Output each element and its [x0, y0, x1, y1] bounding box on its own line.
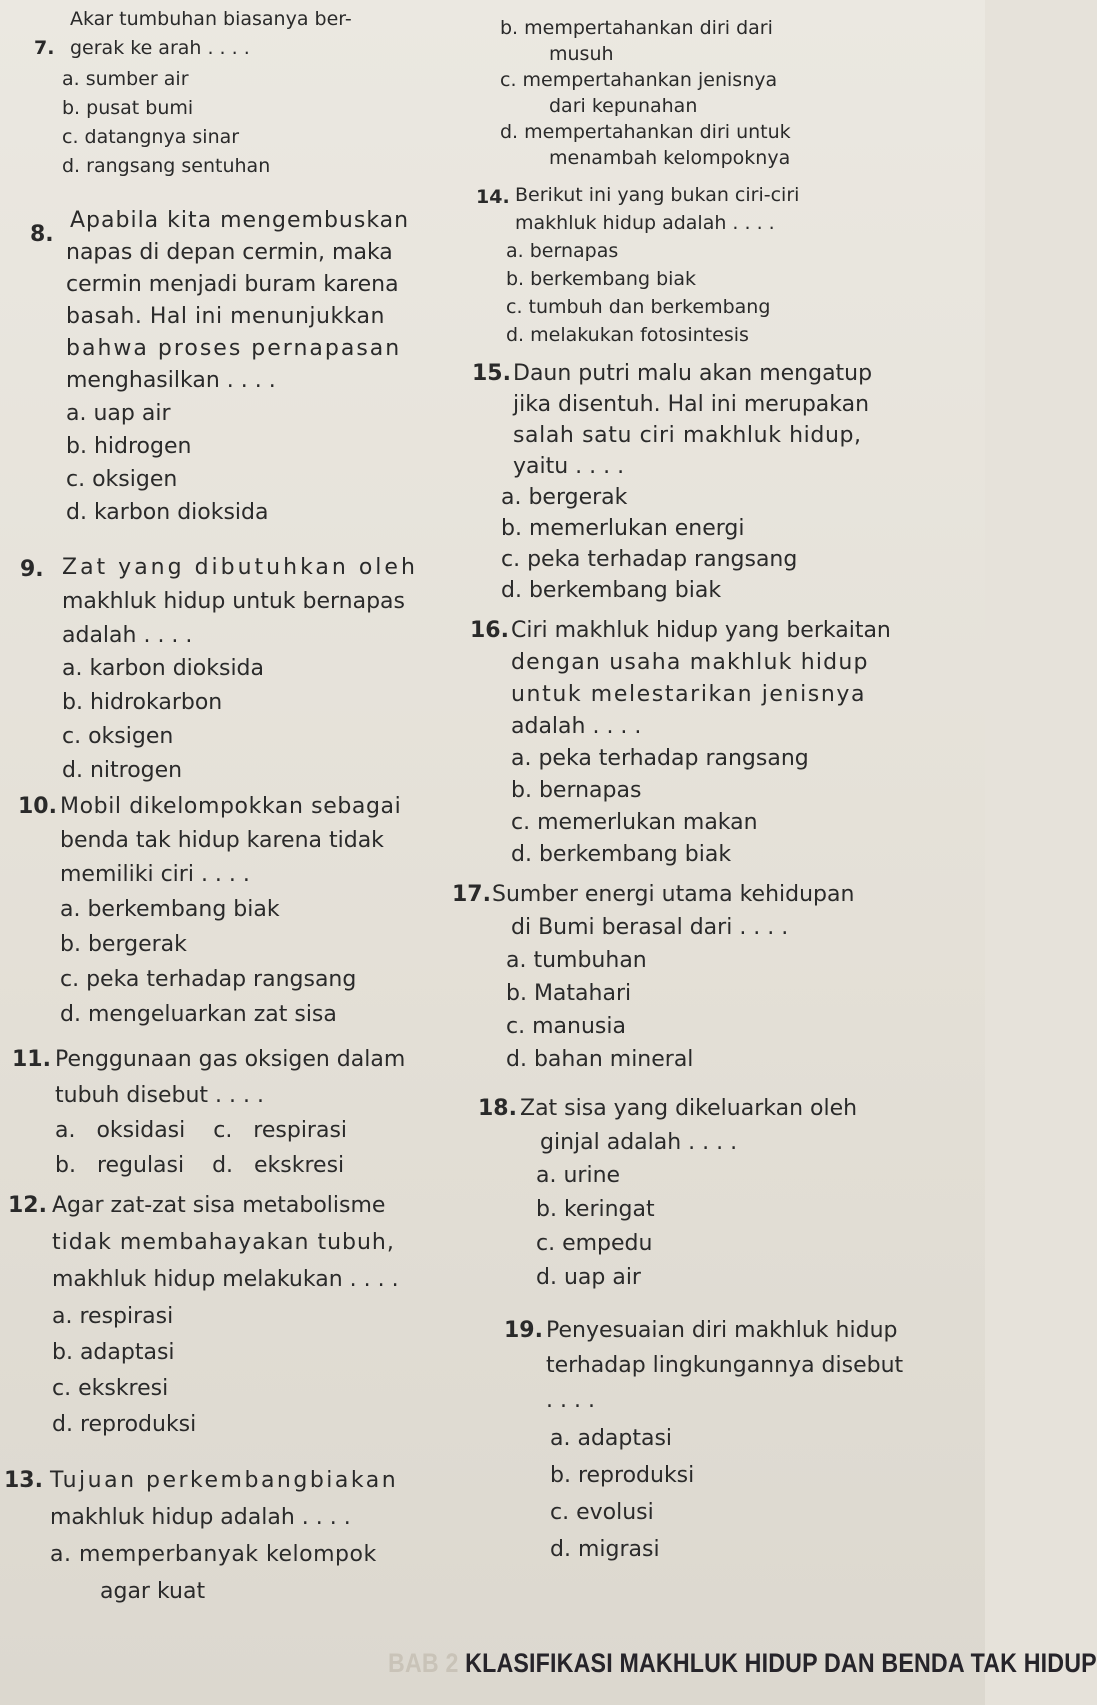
option-c[interactable]: c. evolusi: [550, 1500, 654, 1525]
option-b[interactable]: b. bernapas: [511, 778, 642, 803]
option-a[interactable]: a. memperbanyak kelompok: [50, 1542, 377, 1567]
question-number: 19.: [504, 1318, 543, 1343]
option-d[interactable]: d. uap air: [536, 1265, 641, 1290]
question-stem-line: makhluk hidup untuk bernapas: [62, 589, 405, 614]
question-stem-line: jika disentuh. Hal ini merupakan: [513, 392, 870, 417]
option-a[interactable]: a. berkembang biak: [60, 897, 280, 922]
question-stem-line: cermin menjadi buram karena: [66, 272, 399, 297]
option-a[interactable]: a. uap air: [66, 401, 171, 426]
option-d[interactable]: d. reproduksi: [52, 1412, 197, 1437]
option-d[interactable]: d. migrasi: [550, 1537, 660, 1562]
question-stem-line: di Bumi berasal dari . . . .: [511, 915, 789, 940]
option-a[interactable]: a. peka terhadap rangsang: [511, 746, 809, 771]
option-c[interactable]: c. ekskresi: [52, 1376, 169, 1401]
question-stem-line: basah. Hal ini menunjukkan: [66, 304, 385, 329]
question-number: 18.: [478, 1096, 517, 1121]
question-stem-line: menghasilkan . . . .: [66, 368, 276, 393]
option-a[interactable]: a. urine: [536, 1163, 621, 1188]
question-stem-line: bahwa proses pernapasan: [66, 336, 402, 361]
question-stem-line: benda tak hidup karena tidak: [60, 828, 384, 853]
option-b[interactable]: b. bergerak: [60, 932, 187, 957]
option-c[interactable]: c. tumbuh dan berkembang: [506, 296, 771, 318]
option-c[interactable]: c. peka terhadap rangsang: [60, 967, 357, 992]
question-stem-line: memiliki ciri . . . .: [60, 862, 250, 887]
question-stem-line: tidak membahayakan tubuh,: [52, 1230, 395, 1255]
question-number: 16.: [470, 618, 509, 643]
option-d[interactable]: d. mengeluarkan zat sisa: [60, 1002, 337, 1027]
question-number: 8.: [30, 222, 54, 247]
option-b[interactable]: b. adaptasi: [52, 1340, 175, 1365]
question-number: 9.: [20, 557, 44, 582]
option-d[interactable]: d. mempertahankan diri untuk: [500, 121, 791, 143]
option-a[interactable]: a. bergerak: [501, 485, 628, 510]
question-stem-line: ginjal adalah . . . .: [540, 1130, 738, 1155]
option-row-bd[interactable]: b. regulasi d. ekskresi: [55, 1153, 345, 1178]
option-b[interactable]: b. mempertahankan diri dari: [500, 17, 773, 39]
question-stem-line: Zat sisa yang dikeluarkan oleh: [520, 1096, 858, 1121]
question-stem-line: Agar zat-zat sisa metabolisme: [52, 1193, 386, 1218]
option-a[interactable]: a. bernapas: [506, 240, 619, 262]
option-d[interactable]: d. berkembang biak: [501, 578, 722, 603]
option-a[interactable]: a. karbon dioksida: [62, 656, 265, 681]
question-stem-line: salah satu ciri makhluk hidup,: [513, 423, 862, 448]
chapter-title: KLASIFIKASI MAKHLUK HIDUP DAN BENDA TAK HIDUP: [465, 1648, 1097, 1678]
question-stem-line: napas di depan cermin, maka: [66, 240, 393, 265]
option-d[interactable]: d. karbon dioksida: [66, 500, 269, 525]
option-d-continued: menambah kelompoknya: [549, 147, 791, 169]
question-stem-line: adalah . . . .: [62, 623, 193, 648]
question-stem-line: Sumber energi utama kehidupan: [492, 882, 855, 907]
option-d[interactable]: d. nitrogen: [62, 758, 183, 783]
option-a-continued: agar kuat: [100, 1579, 206, 1604]
option-b[interactable]: b. hidrogen: [66, 434, 192, 459]
option-a[interactable]: a. respirasi: [52, 1304, 174, 1329]
question-stem-line: Tujuan perkembangbiakan: [50, 1468, 399, 1493]
option-c[interactable]: c. datangnya sinar: [62, 126, 240, 148]
option-b[interactable]: b. pusat bumi: [62, 97, 194, 119]
question-number: 15.: [472, 361, 511, 386]
question-stem-line: Daun putri malu akan mengatup: [513, 361, 873, 386]
option-c[interactable]: c. memerlukan makan: [511, 810, 758, 835]
question-number: 14.: [476, 186, 510, 208]
option-b[interactable]: b. keringat: [536, 1197, 655, 1222]
question-stem-line: gerak ke arah . . . .: [70, 37, 250, 59]
question-stem-line: makhluk hidup adalah . . . .: [515, 212, 775, 234]
question-stem-line: terhadap lingkungannya disebut: [546, 1353, 904, 1378]
option-a[interactable]: a. sumber air: [62, 68, 189, 90]
question-stem-line: makhluk hidup adalah . . . .: [50, 1505, 351, 1530]
option-c-continued: dari kepunahan: [549, 95, 698, 117]
question-stem-line: Penyesuaian diri makhluk hidup: [546, 1318, 898, 1343]
option-b[interactable]: b. berkembang biak: [506, 268, 697, 290]
question-number: 12.: [8, 1193, 47, 1218]
question-stem-line: Penggunaan gas oksigen dalam: [55, 1047, 406, 1072]
option-c[interactable]: c. mempertahankan jenisnya: [500, 69, 778, 91]
question-stem-line: yaitu . . . .: [513, 454, 625, 479]
option-c[interactable]: c. empedu: [536, 1231, 653, 1256]
option-a[interactable]: a. adaptasi: [550, 1426, 673, 1451]
question-stem-line: Berikut ini yang bukan ciri-ciri: [515, 184, 800, 206]
option-row-ac[interactable]: a. oksidasi c. respirasi: [55, 1118, 348, 1143]
question-stem-line: makhluk hidup melakukan . . . .: [52, 1267, 399, 1292]
question-number: 7.: [34, 37, 55, 59]
option-b[interactable]: b. Matahari: [506, 981, 632, 1006]
option-c[interactable]: c. manusia: [506, 1014, 626, 1039]
chapter-number: BAB 2: [388, 1648, 459, 1678]
option-c[interactable]: c. peka terhadap rangsang: [501, 547, 798, 572]
question-stem-line: untuk melestarikan jenisnya: [511, 682, 867, 707]
option-b[interactable]: b. memerlukan energi: [501, 516, 745, 541]
question-stem-line: dengan usaha makhluk hidup: [511, 650, 869, 675]
option-d[interactable]: d. berkembang biak: [511, 842, 732, 867]
question-stem-line: tubuh disebut . . . .: [55, 1083, 264, 1108]
option-b[interactable]: b. hidrokarbon: [62, 690, 223, 715]
question-stem-line: Zat yang dibutuhkan oleh: [62, 555, 418, 580]
option-b-continued: musuh: [549, 43, 614, 65]
option-a[interactable]: a. tumbuhan: [506, 948, 647, 973]
option-c[interactable]: c. oksigen: [66, 467, 178, 492]
question-stem-line: adalah . . . .: [511, 714, 642, 739]
option-b[interactable]: b. reproduksi: [550, 1463, 695, 1488]
question-number: 13.: [4, 1468, 43, 1493]
question-number: 17.: [452, 882, 491, 907]
question-stem-line: Akar tumbuhan biasanya ber-: [70, 8, 352, 30]
option-d[interactable]: d. rangsang sentuhan: [62, 155, 271, 177]
question-stem-line: . . . .: [546, 1388, 595, 1413]
option-d[interactable]: d. bahan mineral: [506, 1047, 694, 1072]
question-number: 10.: [18, 794, 57, 819]
question-stem-line: Mobil dikelompokkan sebagai: [60, 794, 402, 819]
question-number: 11.: [12, 1047, 51, 1072]
question-stem-line: Apabila kita mengembuskan: [70, 208, 410, 233]
option-c[interactable]: c. oksigen: [62, 724, 174, 749]
chapter-footer: [388, 1648, 1097, 1679]
option-d[interactable]: d. melakukan fotosintesis: [506, 324, 749, 346]
question-stem-line: Ciri makhluk hidup yang berkaitan: [511, 618, 891, 643]
